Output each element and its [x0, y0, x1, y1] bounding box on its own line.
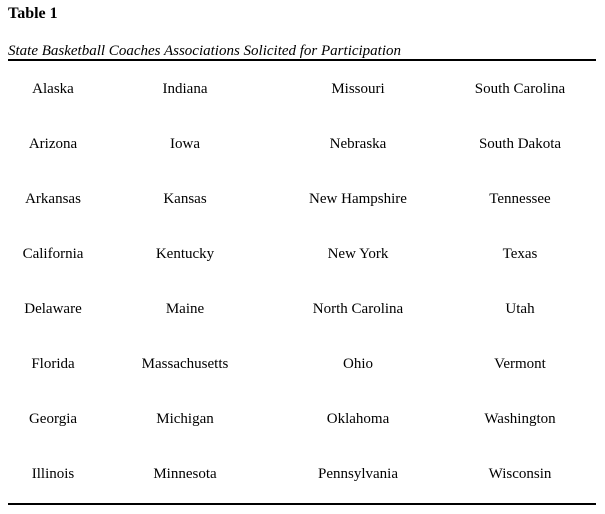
table-row [0, 447, 605, 502]
table-cell: Alaska [32, 81, 74, 97]
table-cell: Washington [484, 411, 556, 427]
table-cell: Georgia [28, 411, 78, 427]
table-cell: Florida [31, 356, 75, 372]
table-cell: South Carolina [474, 81, 566, 97]
table-cell: Illinois [31, 466, 75, 482]
table-cell: Kansas [163, 191, 207, 207]
table-row [0, 172, 605, 227]
table-cell: New York [327, 246, 389, 262]
table-cell: Pennsylvania [318, 466, 398, 482]
table-cell: Delaware [24, 301, 82, 317]
table-cell: Arizona [28, 136, 78, 152]
table-row [0, 282, 605, 337]
table-cell: Oklahoma [326, 411, 390, 427]
table-row [0, 337, 605, 392]
table-row [0, 227, 605, 282]
table-row [0, 392, 605, 447]
table-cell: Texas [502, 246, 538, 262]
table-cell: Kentucky [155, 246, 215, 262]
table-cell: Ohio [343, 356, 373, 372]
table-cell: Tennessee [489, 191, 551, 207]
bottom-rule [8, 503, 596, 505]
table-cell: Missouri [331, 81, 385, 97]
table-cell: Wisconsin [488, 466, 552, 482]
table-cell: Nebraska [329, 136, 387, 152]
table-cell: Massachusetts [141, 356, 229, 372]
table-cell: Vermont [494, 356, 546, 372]
table-cell: South Dakota [478, 136, 562, 152]
table-cell: Iowa [170, 136, 200, 152]
table-cell: New Hampshire [309, 191, 407, 207]
table-cell: Utah [505, 301, 535, 317]
table-cell: Arkansas [25, 191, 81, 207]
table-title: State Basketball Coaches Associations Solicited for Participation [8, 43, 402, 59]
table-cell: Maine [165, 301, 205, 317]
table-cell: Minnesota [153, 466, 217, 482]
table-cell: Indiana [162, 81, 208, 97]
table-label: Table 1 [8, 5, 58, 22]
table-cell: Michigan [156, 411, 214, 427]
table-row [0, 117, 605, 172]
top-rule [8, 59, 596, 61]
table-row [0, 62, 605, 117]
table-cell: North Carolina [312, 301, 404, 317]
states-table [0, 62, 605, 502]
table-cell: California [22, 246, 84, 262]
